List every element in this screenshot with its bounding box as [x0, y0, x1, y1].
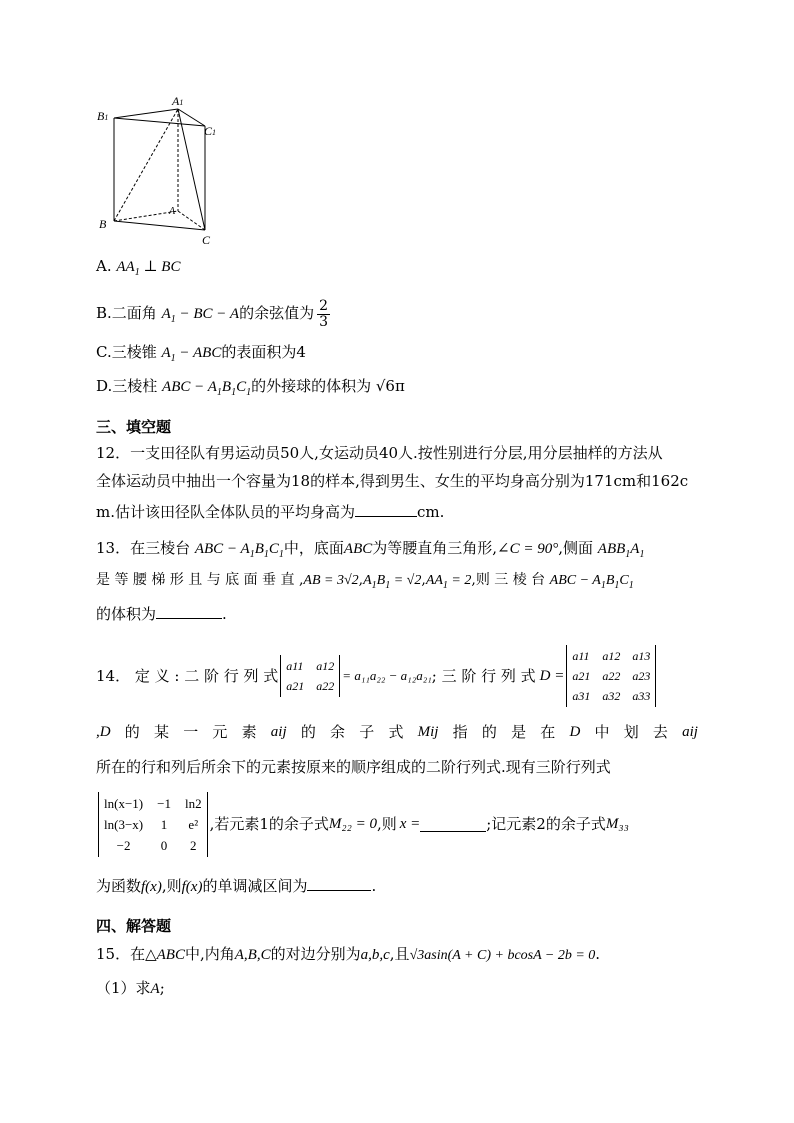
determinant-given: ln(x−1) −1 ln2 ln(3−x) 1 e² −2 0 2 [98, 792, 208, 857]
q13-line1: 13．在三棱台 ABC − $A_1B_1C_1$中，底面ABC为等腰直角三角形,∠C = 90°,侧面 $ABB_1A_1$ [96, 539, 645, 560]
determinant-2x2: a11 a12 a21 a22 [280, 655, 340, 697]
edge-b1a1 [114, 109, 178, 118]
answer-blank [355, 502, 417, 517]
fraction-two-thirds: $\frac{2}{3}$ [319, 297, 328, 330]
q12-line3: m.估计该田径队全体队员的平均身高为 cm. [96, 503, 445, 521]
q13-line3: 的体积为 . [96, 605, 227, 623]
section-title-answer: 四、解答题 [96, 917, 172, 935]
prism-figure [92, 90, 222, 250]
label-b: B [99, 217, 107, 231]
answer-blank [420, 817, 486, 832]
q12-line1: 12．一支田径队有男运动员50人,女运动员40人.按性别进行分层,用分层抽样的方法从 [96, 444, 663, 462]
q14-line4: ln(x−1) −1 ln2 ln(3−x) 1 e² −2 0 2 ,若元素1的余子式 M₂₂ = 0 ,则 x = ;记元素2的余子式 M₃₃ [96, 788, 698, 860]
option-c: C.三棱锥 $A_1$ − ABC的表面积为4 [96, 343, 306, 364]
option-a: A. $AA_1$ ⊥ BC [96, 257, 181, 278]
q12-line2: 全体运动员中抽出一个容量为18的样本,得到男生、女生的平均身高分别为171cm和162c [96, 472, 689, 490]
label-c: C [202, 233, 211, 247]
edge-ba1-dashed [114, 109, 178, 221]
determinant-3x3: a11 a12 a13 a21 a22 a23 a31 a32 a33 [566, 645, 656, 707]
option-d: D.三棱柱 ABC − $A_1B_1C_1$的外接球的体积为 √6π [96, 377, 405, 398]
edge-bc [114, 221, 205, 230]
edge-a1c [178, 109, 205, 230]
label-a1: A1 [172, 94, 184, 108]
q14-line1: 14． 定 义 : 二 阶 行 列 式 a11 a12 a21 a22 = a₁₁a₂₂ − a₁₂a₂₁ ; 三 阶 行 列 式 D = a11 a12 a13 a21 a22 a23 a31 a32 a33 [96, 642, 698, 710]
q14-line3: 所在的行和列后所余下的元素按原来的顺序组成的二阶行列式.现有三阶行列式 [96, 758, 611, 776]
section-title-fill-in: 三、填空题 [96, 418, 172, 436]
edge-a1c1 [178, 109, 205, 126]
q15-part1: （1）求A; [96, 979, 165, 997]
edge-b1c1 [114, 118, 205, 126]
answer-blank [156, 604, 222, 619]
option-b: B.二面角 $A_1$ − BC − A的余弦值为 $\frac{2}{3}$ [96, 297, 328, 330]
answer-blank [307, 876, 371, 891]
q13-line2: 是 等 腰 梯 形 且 与 底 面 垂 直 $,AB = 3√2,A_1B_1 = √2,AA_1 = 2$,则 三 棱 台 ABC − $A_1B_1C_1$ [96, 572, 634, 591]
q14-line2: ,D 的 某 一 元 素 aij 的 余 子 式 Mij 指 的 是 在 D 中 划 去 aij [96, 723, 698, 741]
label-c1: C1 [204, 124, 217, 138]
label-a: A [169, 206, 176, 217]
label-b1: B1 [97, 109, 109, 123]
q14-line5: 为函数f(x),则f(x)的单调减区间为 . [96, 877, 377, 895]
q15-line1: 15．在△ABC中,内角A,B,C的对边分别为a,b,c,且√3asin(A + C) + bcosA − 2b = 0. [96, 945, 601, 963]
